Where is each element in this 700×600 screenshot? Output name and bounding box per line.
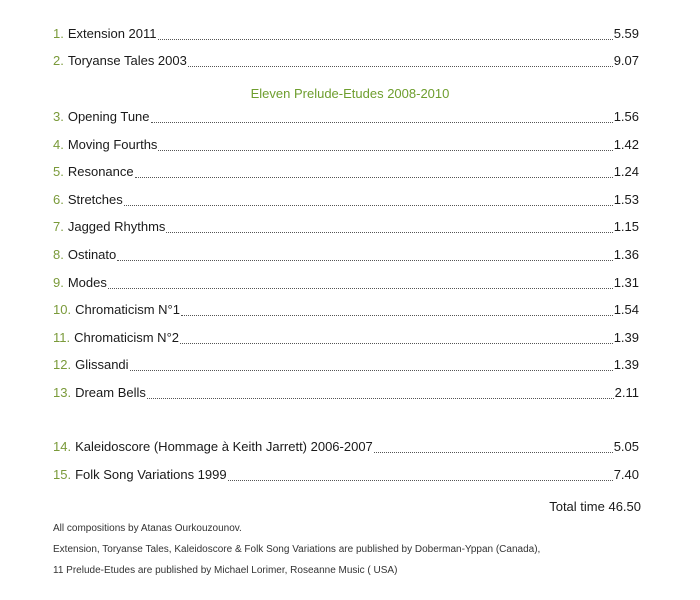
track-number: 12. [53,357,72,372]
dot-leader [374,437,613,453]
track-title: Dream Bells [75,385,146,400]
track-number: 3. [53,109,64,124]
dot-leader [228,465,613,481]
track-number: 8. [53,247,64,262]
track-number: 2. [53,53,64,68]
track-number: 14. [53,439,72,454]
track-duration: 1.54 [613,302,639,317]
track-number: 13. [53,385,72,400]
track-row-14 [53,437,639,457]
section-heading: Eleven Prelude-Etudes 2008-2010 [250,86,450,101]
dot-leader [135,162,613,178]
track-row-1 [53,24,639,44]
track-row-2 [53,51,639,71]
track-title: Resonance [67,164,134,179]
track-number: 11. [53,330,71,345]
track-title: Toryanse Tales 2003 [67,53,187,68]
track-row-8 [53,245,639,265]
dot-leader [117,245,612,261]
track-duration: 5.59 [613,26,639,41]
track-row-12 [53,355,639,375]
track-row-6 [53,190,639,210]
track-number: 6. [53,192,64,207]
dot-leader [130,355,613,371]
track-duration: 2.11 [614,385,639,400]
track-row-11 [53,328,639,348]
track-title: Extension 2011 [67,26,157,41]
dot-leader [188,51,613,67]
track-duration: 1.24 [613,164,639,179]
track-number: 10. [53,302,72,317]
track-duration: 1.39 [613,330,639,345]
track-duration: 1.56 [613,109,639,124]
total-time: Total time 46.50 [549,499,641,514]
track-row-10 [53,300,639,320]
track-duration: 1.39 [613,357,639,372]
track-title: Chromaticism N°2 [74,330,179,345]
track-title: Ostinato [67,247,117,262]
track-title: Modes [67,275,107,290]
track-duration: 1.53 [613,192,639,207]
track-number: 9. [53,275,64,290]
dot-leader [158,135,612,151]
track-title: Kaleidoscore (Hommage à Keith Jarrett) 2006-2007 [75,439,373,454]
track-number: 1. [53,26,64,41]
track-title: Chromaticism N°1 [75,302,180,317]
track-duration: 1.42 [613,137,639,152]
dot-leader [166,217,612,233]
dot-leader [124,190,613,206]
track-row-4 [53,135,639,155]
dot-leader [180,328,613,344]
track-number: 4. [53,137,64,152]
track-title: Stretches [67,192,123,207]
credit-line: Extension, Toryanse Tales, Kaleidoscore & Folk Song Variations are published by Doberman-Yppan (Canada), [53,544,541,555]
track-duration: 5.05 [613,439,639,454]
track-duration: 1.31 [613,275,639,290]
track-number: 15. [53,467,72,482]
track-row-3 [53,107,639,127]
track-row-13 [53,383,639,403]
dot-leader [147,383,614,399]
track-duration: 1.36 [613,247,639,262]
track-number: 7. [53,219,64,234]
track-title: Glissandi [75,357,129,372]
track-row-9 [53,273,639,293]
dot-leader [108,273,613,289]
credit-line: All compositions by Atanas Ourkouzounov. [53,523,242,534]
dot-leader [181,300,613,316]
track-row-15 [53,465,639,485]
track-row-5 [53,162,639,182]
track-title: Jagged Rhythms [67,219,166,234]
track-title: Opening Tune [67,109,150,124]
track-duration: 1.15 [613,219,639,234]
track-title: Moving Fourths [67,137,158,152]
track-duration: 7.40 [613,467,639,482]
credit-line: 11 Prelude-Etudes are published by Michael Lorimer, Roseanne Music ( USA) [53,565,398,576]
dot-leader [158,24,613,40]
track-duration: 9.07 [613,53,639,68]
track-row-7 [53,217,639,237]
track-title: Folk Song Variations 1999 [75,467,227,482]
dot-leader [151,107,613,123]
track-number: 5. [53,164,64,179]
